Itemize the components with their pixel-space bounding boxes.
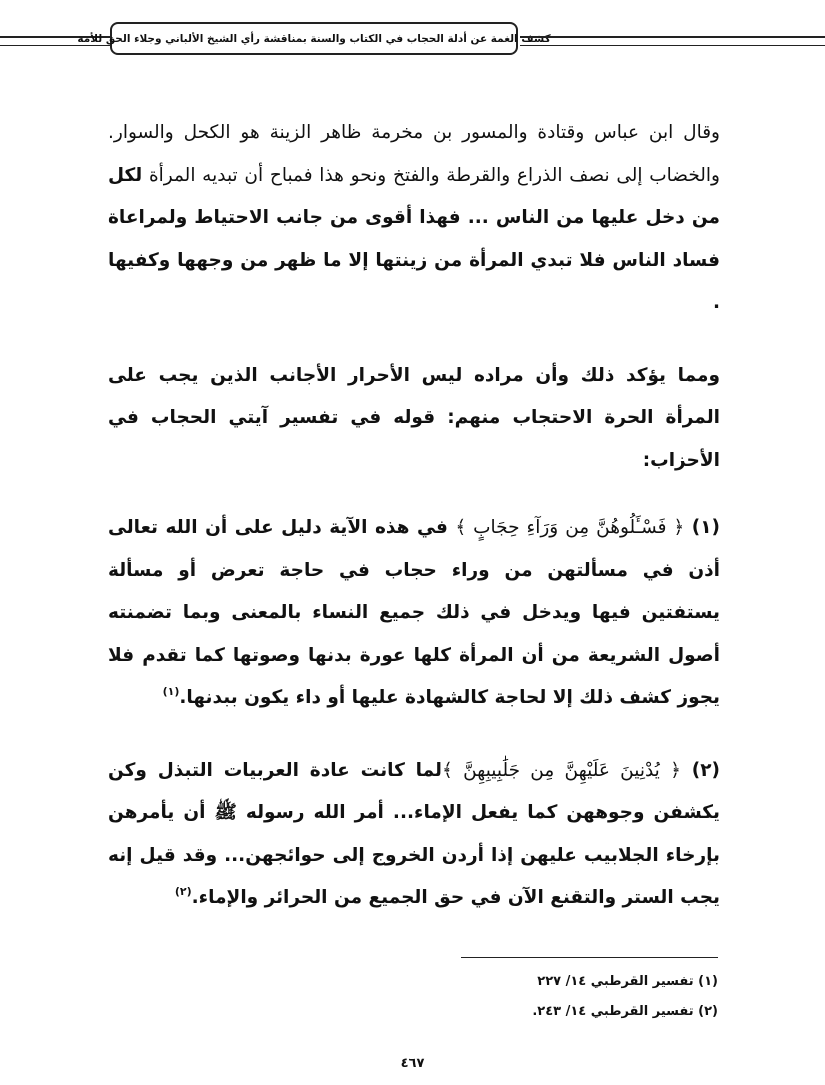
paragraph-1-text: وقال ابن عباس وقتادة والمسور بن مخرمة ظاهر الزينة هو الكحل والسوار. والخضاب إلى نصف الذراع والقرطة والفتخ ونحو هذا فمباح أن تبديه المرأة <box>108 122 720 186</box>
page-number: ٤٦٧ <box>400 1056 425 1071</box>
paragraph-2 <box>108 355 720 483</box>
paragraph-4-number: (٢) <box>680 759 721 781</box>
paragraph-4 <box>108 750 720 920</box>
paragraph-1 <box>108 112 720 325</box>
paragraph-3 <box>108 507 720 720</box>
footnote-ref-2[interactable]: (٢) <box>174 885 192 898</box>
paragraph-4-text: لما كانت عادة العربيات التبذل وكن يكشفن وجوههن كما يفعل الإماء... أمر الله رسوله ﷺ أن يأمرهن بإرخاء الجلابيب عليهن إذا أردن الخروج إلى حوائجهن... وقد قيل إنه يجب الستر والتقنع الآن في حق الجميع من الحرائر والإماء. <box>108 759 720 908</box>
header-rule-right <box>520 36 825 46</box>
footnotes <box>400 967 718 1027</box>
quran-verse-1: ﴿ فَسْـَٔلُوهُنَّ مِن وَرَآءِ حِجَابٍ ﴾ <box>455 517 685 538</box>
paragraph-1-bold-text: لكل من دخل عليها من الناس ... فهذا أقوى من جانب الاحتياط ولمراعاة فساد الناس فلا تبدي المرأة من زينتها إلا ما ظهر من وجهها وكفيها . <box>108 164 720 313</box>
page-body <box>108 112 720 920</box>
paragraph-3-text: في هذه الآية دليل على أن الله تعالى أذن في مسألتهن من وراء حجاب في حاجة تعرض أو مسألة يستفتين فيها ويدخل في ذلك جميع النساء بالمعنى وبما تضمنته أصول الشريعة من أن المرأة كلها عورة بدنها وصوتها كما تقدم فلا يجوز كشف ذلك إلا لحاجة كالشهادة عليها أو داء يكون ببدنها. <box>108 517 720 708</box>
paragraph-3-number: (١) <box>684 517 720 538</box>
running-header <box>77 22 551 55</box>
footnote-1: (١) تفسير القرطبي ١٤/ ٢٢٧ <box>537 974 718 989</box>
paragraph-2-text: ومما يؤكد ذلك وأن مراده ليس الأحرار الأجانب الذين يجب على المرأة الحرة الاحتجاب منهم: قوله في تفسير آيتي الحجاب في الأحزاب: <box>108 364 720 471</box>
quran-verse-2: ﴿ يُدْنِينَ عَلَيْهِنَّ مِن جَلَٰبِيبِهِنَّ ﴾ <box>441 759 681 781</box>
header-title: كشف الغمة عن أدلة الحجاب في الكتاب والسنة بمناقشة رأي الشيخ الألباني وجلاء الحق للأمة <box>77 32 551 45</box>
footnote-divider <box>461 957 718 958</box>
footnote-ref-1[interactable]: (١) <box>162 685 180 698</box>
footnote-2: (٢) تفسير القرطبي ١٤/ ٢٤٣. <box>532 1004 718 1019</box>
